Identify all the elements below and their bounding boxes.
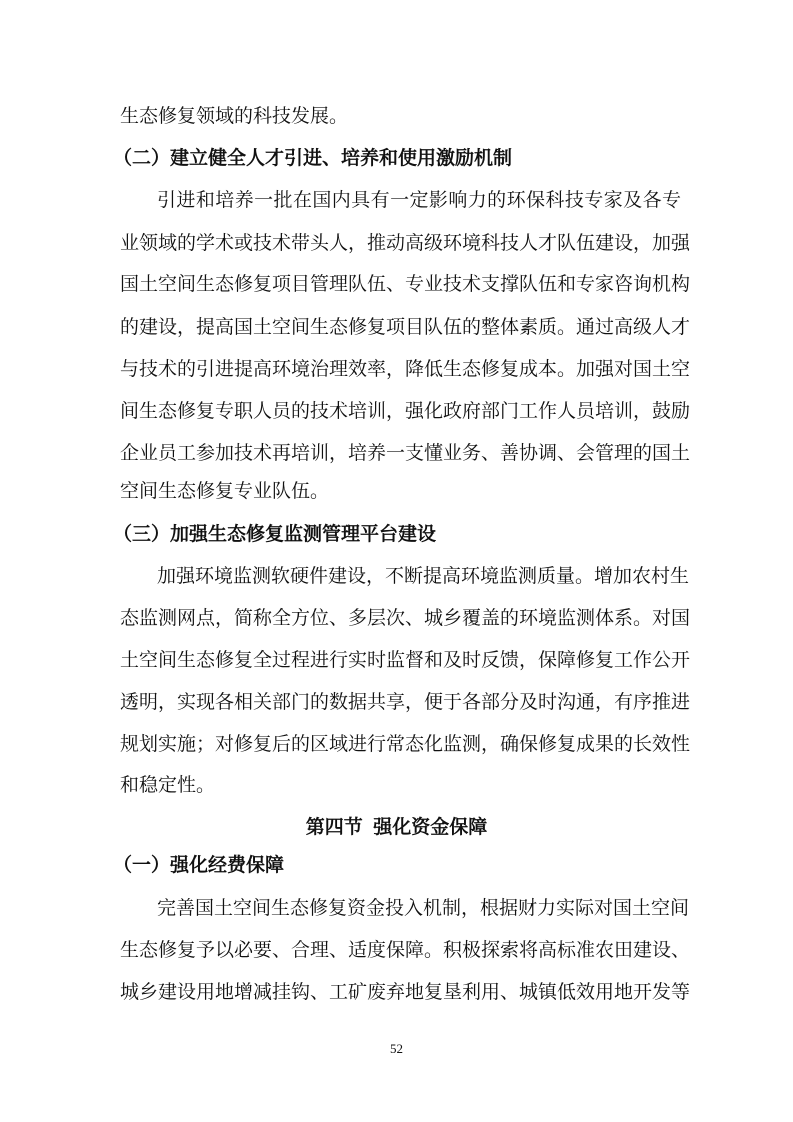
paragraph-line: 加强环境监测软硬件建设，不断提高环境监测质量。增加农村生: [157, 566, 690, 587]
paragraph-line: 完善国土空间生态修复资金投入机制，根据财力实际对国土空间: [157, 898, 690, 919]
paragraph-line: 与技术的引进提高环境治理效率，降低生态修复成本。加强对国土空: [120, 359, 691, 380]
paragraph-line: 生态修复领域的科技发展。: [120, 106, 349, 127]
paragraph-line: 和稳定性。: [120, 775, 216, 796]
paragraph-line: 间生态修复专职人员的技术培训，强化政府部门工作人员培训，鼓励: [120, 401, 691, 422]
subsection-heading: （二）建立健全人才引进、培养和使用激励机制: [113, 148, 513, 169]
section-heading: 第四节 强化资金保障: [305, 817, 488, 838]
paragraph-line: 土空间生态修复全过程进行实时监督和及时反馈，保障修复工作公开: [120, 650, 691, 671]
paragraph-line: 的建设，提高国土空间生态修复项目队伍的整体素质。通过高级人才: [120, 317, 691, 338]
paragraph-line: 企业员工参加技术再培训，培养一支懂业务、善协调、会管理的国土: [120, 443, 691, 464]
paragraph-line: 国土空间生态修复项目管理队伍、专业技术支撑队伍和专家咨询机构: [120, 274, 691, 295]
paragraph-line: 城乡建设用地增减挂钩、工矿废弃地复垦利用、城镇低效用地开发等: [120, 982, 691, 1003]
subsection-heading: （一）强化经费保障: [113, 855, 285, 876]
paragraph-line: 态监测网点，简称全方位、多层次、城乡覆盖的环境监测体系。对国: [120, 608, 691, 629]
paragraph-line: 规划实施；对修复后的区域进行常态化监测，确保修复成果的长效性: [120, 734, 691, 755]
paragraph-line: 空间生态修复专业队伍。: [120, 481, 330, 502]
page-number: 52: [390, 1041, 403, 1056]
paragraph-line: 引进和培养一批在国内具有一定影响力的环保科技专家及各专: [157, 190, 681, 211]
paragraph-line: 透明，实现各相关部门的数据共享，便于各部分及时沟通，有序推进: [120, 692, 691, 713]
paragraph-line: 业领域的学术或技术带头人，推动高级环境科技人才队伍建设，加强: [120, 233, 691, 254]
paragraph-line: 生态修复予以必要、合理、适度保障。积极探索将高标准农田建设、: [120, 940, 691, 961]
subsection-heading: （三）加强生态修复监测管理平台建设: [113, 524, 437, 545]
